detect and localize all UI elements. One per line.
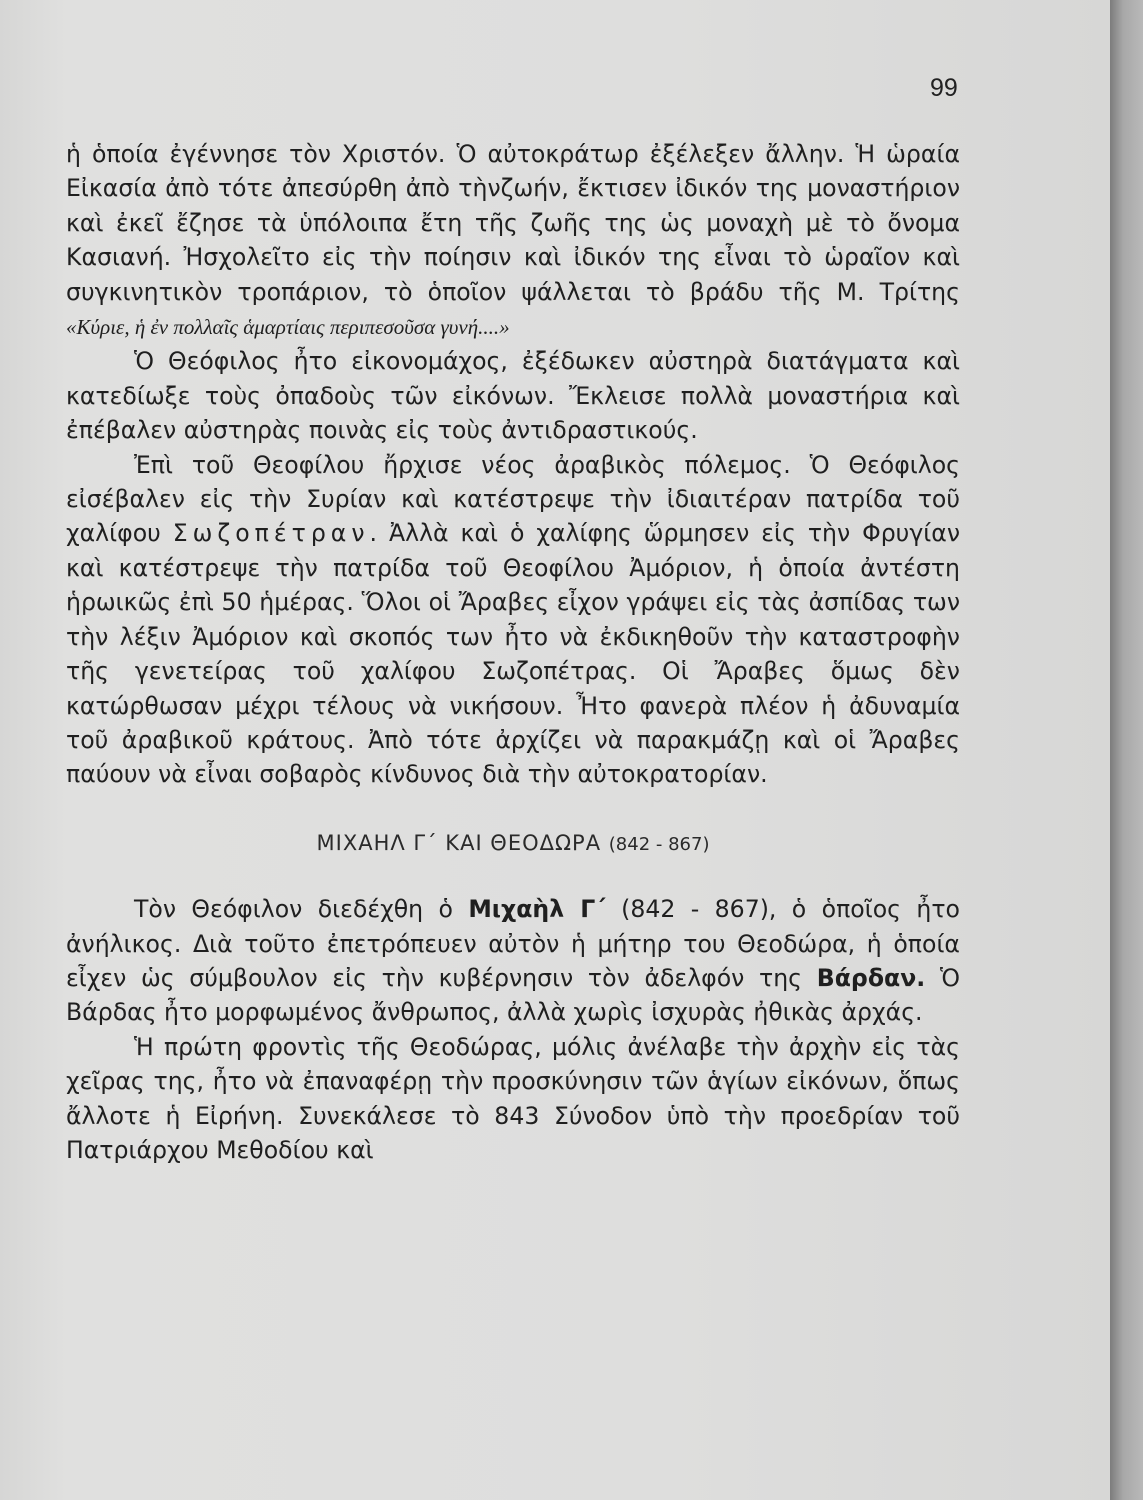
paragraph-theodora: Ἡ πρώτη φροντὶς τῆς Θεοδώρας, μόλις ἀνέλαβε τὴν ἀρχὴν εἰς τὰς χεῖρας της, ἦτο νὰ ἐπαναφέρῃ τὴν προσκύνησιν τῶν ἁγίων εἰκόνων, ὅπως ἄλλοτε ἡ Εἰρήνη. Συνεκάλεσε τὸ 843 Σύνοδον ὑπὸ τὴν προεδρίαν τοῦ Πατριάρχου Μεθοδίου καὶ (66, 1032, 960, 1164)
sozopetra-spaced: Σωζοπέτραν (172, 519, 370, 548)
book-page-edge (1110, 0, 1143, 1500)
name-michael: Μιχαὴλ Γ΄ (468, 895, 606, 924)
page-number: 99 (930, 74, 958, 102)
section-heading-title: ΜΙΧΑΗΛ Γ΄ ΚΑΙ ΘΕΟΔΩΡΑ (316, 830, 602, 855)
body-text (66, 137, 960, 1167)
arab-war-text-b: . Ἀλλὰ καὶ ὁ χαλίφης ὥρμησεν εἰς τὴν Φρυγίαν καὶ κατέστρεψε τὴν πατρίδα τοῦ Θεοφίλου Ἀμόριον, ἡ ὁποία ἀντέστη ἡρωικῶς ἐπὶ 50 ἡμέρας. Ὅλοι οἱ Ἄραβες εἶχον γράψει εἰς τὰς ἀσπίδας των τὴν λέξιν Ἀμόριον καὶ σκοπός των ἦτο νὰ ἐκδικηθοῦν τὴν καταστροφὴν τῆς γενετείρας τοῦ χαλίφου Σωζοπέτρας. Οἱ Ἄραβες ὅμως δὲν κατώρθωσαν μέχρι τέλους νὰ νικήσουν. Ἦτο φανερὰ πλέον ἡ ἀδυναμία τοῦ ἀραβικοῦ κράτους. Ἀπὸ τότε ἀρχίζει νὰ παρακμάζῃ καὶ οἱ Ἄραβες παύουν νὰ εἶναι σοβαρὸς κίνδυνος διὰ τὴν αὐτοκρατορίαν. (66, 519, 960, 789)
arab-war-text-a: Ἐπὶ τοῦ Θεοφίλου ἤρχισε νέος ἀραβικὸς πόλεμος. Ὁ Θεόφιλος εἰσέβαλεν εἰς τὴν Συρίαν καὶ κατέστρεψε τὴν ἰδιαιτέραν πατρίδα τοῦ χαλίφου (66, 450, 960, 548)
troparion-quote: «Κύριε, ἡ ἐν πολλαῖς ἁμαρτίαις περιπεσοῦσα γυνή....» (66, 315, 510, 340)
paragraph-arab-war (66, 448, 960, 792)
section-heading-dates: (842 - 867) (608, 833, 710, 855)
paragraph-michael (66, 892, 960, 1030)
michael-text-a: Τὸν Θεόφιλον διεδέχθη ὁ (134, 895, 469, 924)
paragraph-kasiani (66, 137, 960, 344)
michael-text-b: (842 - 867), ὁ ὁποῖος ἦτο ἀνήλικος. Διὰ τοῦτο ἐπετρόπευεν αὐτὸν ἡ μήτηρ του Θεοδώρα, ἡ ὁποία εἶχεν ὡς σύμβουλον εἰς τὴν κυβέρνησιν τὸν ἀδελφόν της (66, 895, 960, 992)
michael-text-c: Ὁ Βάρδας ἦτο μορφωμένος ἄνθρωπος, ἀλλὰ χωρὶς ἰσχυρὰς ἠθικὰς ἀρχάς. (66, 963, 960, 1027)
paragraph-kasiani-text: ἡ ὁποία ἐγέννησε τὸν Χριστόν. Ὁ αὐτοκράτωρ ἐξέλεξεν ἄλλην. Ἡ ὡραία Εἰκασία ἀπὸ τότε ἀπεσύρθη ἀπὸ τὴνζωήν, ἔκτισεν ἰδικόν της μοναστήριον καὶ ἐκεῖ ἔζησε τὰ ὑπόλοιπα ἔτη τῆς ζωῆς της ὡς μοναχὴ μὲ τὸ ὄνομα Κασιανή. Ἠσχολεῖτο εἰς τὴν ποίησιν καὶ ἰδικόν της εἶναι τὸ ὡραῖον καὶ συγκινητικὸν τροπάριον, τὸ ὁποῖον ψάλλεται τὸ βράδυ τῆς Μ. Τρίτης (66, 140, 960, 306)
section-heading (66, 826, 960, 862)
name-bardas: Βάρδαν. (816, 963, 926, 992)
paragraph-iconoclasm: Ὁ Θεόφιλος ἦτο εἰκονομάχος, ἐξέδωκεν αὐστηρὰ διατάγματα καὶ κατεδίωξε τοὺς ὀπαδοὺς τῶν εἰκόνων. Ἔκλεισε πολλὰ μοναστήρια καὶ ἐπέβαλεν αὐστηρὰς ποινὰς εἰς τοὺς ἀντιδραστικούς. (66, 347, 960, 445)
